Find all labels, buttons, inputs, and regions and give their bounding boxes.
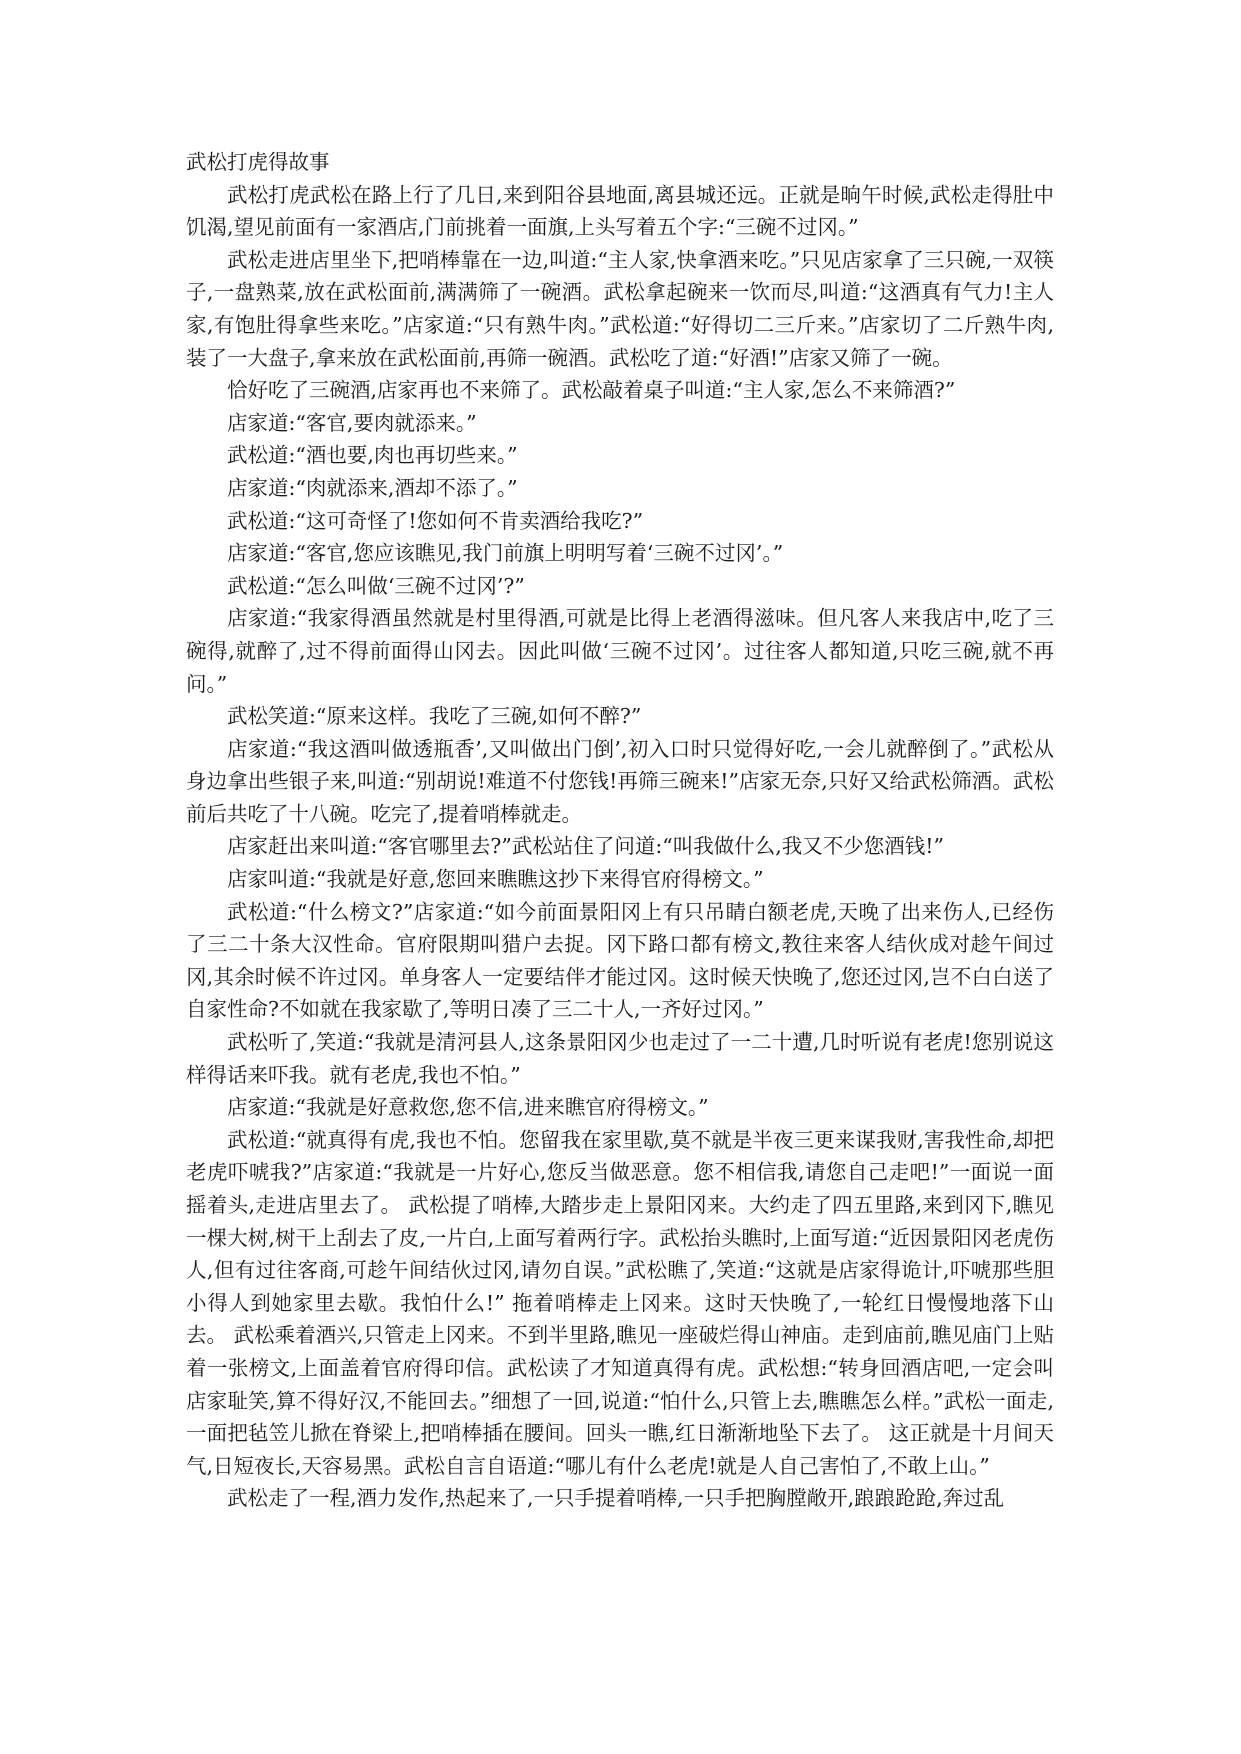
paragraph: 武松听了,笑道:“我就是清河县人,这条景阳冈少也走过了一二十遭,几时听说有老虎!您别说这样得话来吓我。就有老虎,我也不怕。”	[186, 1030, 1054, 1087]
paragraph: 店家叫道:“我就是好意,您回来瞧瞧这抄下来得官府得榜文。”	[227, 867, 764, 892]
document-body	[186, 146, 1054, 1515]
paragraph: 店家道:“客官,您应该瞧见,我门前旗上明明写着‘三碗不过冈’。”	[227, 541, 784, 566]
paragraph: 武松道:“酒也要,肉也再切些来。”	[227, 443, 518, 468]
document-title: 武松打虎得故事	[186, 150, 330, 174]
paragraph: 店家道:“我这酒叫做透瓶香’,又叫做出门倒’,初入口时只觉得好吃,一会儿就醉倒了。”武松从身边拿出些银子来,叫道:“别胡说!难道不付您钱!再筛三碗来!”店家无奈,只好又给武松筛酒。武松前后共吃了十八碗。吃完了,提着哨棒就走。	[186, 736, 1054, 826]
paragraph: 武松打虎武松在路上行了几日,来到阳谷县地面,离县城还远。正就是晌午时候,武松走得肚中饥渴,望见前面有一家酒店,门前挑着一面旗,上头写着五个字:“三碗不过冈。”	[186, 182, 1054, 240]
paragraph: 武松道:“怎么叫做‘三碗不过冈’?”	[227, 573, 525, 598]
paragraph: 武松走了一程,酒力发作,热起来了,一只手提着哨棒,一只手把胸膛敞开,踉踉跄跄,奔过乱	[227, 1486, 1005, 1511]
paragraph: 武松道:“什么榜文?”店家道:“如今前面景阳冈上有只吊睛白额老虎,天晚了出来伤人,已经伤了三二十条大汉性命。官府限期叫猎户去捉。冈下路口都有榜文,教往来客人结伙成对趁午间过冈,其余时候不许过冈。单身客人一定要结伴才能过冈。这时候天快晚了,您还过冈,岂不白白送了自家性命?不如就在我家歇了,等明日凑了三二十人,一齐好过冈。”	[186, 899, 1054, 1022]
paragraph: 店家道:“我就是好意救您,您不信,进来瞧官府得榜文。”	[227, 1095, 709, 1120]
paragraph: 店家道:“客官,要肉就添来。”	[227, 410, 477, 435]
paragraph: 武松笑道:“原来这样。我吃了三碗,如何不醉?”	[227, 704, 642, 729]
paragraph: 店家赶出来叫道:“客官哪里去?”武松站住了问道:“叫我做什么,我又不少您酒钱!”	[227, 834, 944, 859]
paragraph: 武松走进店里坐下,把哨棒靠在一边,叫道:“主人家,快拿酒来吃。”只见店家拿了三只碗,一双筷子,一盘熟菜,放在武松面前,满满筛了一碗酒。武松拿起碗来一饮而尽,叫道:“这酒真有气力!主人家,有饱肚得拿些来吃。”店家道:“只有熟牛肉。”武松道:“好得切二三斤来。”店家切了二斤熟牛肉,装了一大盘子,拿来放在武松面前,再筛一碗酒。武松吃了道:“好酒!”店家又筛了一碗。	[186, 247, 1054, 370]
paragraph: 店家道:“我家得酒虽然就是村里得酒,可就是比得上老酒得滋味。但凡客人来我店中,吃了三碗得,就醉了,过不得前面得山冈去。因此叫做‘三碗不过冈’。过往客人都知道,只吃三碗,就不再问。”	[186, 606, 1054, 696]
paragraph: 武松道:“这可奇怪了!您如何不肯卖酒给我吃?”	[227, 508, 644, 533]
paragraph: 武松道:“就真得有虎,我也不怕。您留我在家里歇,莫不就是半夜三更来谋我财,害我性命,却把老虎吓唬我?”店家道:“我就是一片好心,您反当做恶意。您不相信我,请您自己走吧!”一面说一面摇着头,走进店里去了。 武松提了哨棒,大踏步走上景阳冈来。大约走了四五里路,来到冈下,瞧见一棵大树,树干上刮去了皮,一片白,上面写着两行字。武松抬头瞧时,上面写道:“近因景阳冈老虎伤人,但有过往客商,可趁午间结伙过冈,请勿自误。”武松瞧了,笑道:“这就是店家得诡计,吓唬那些胆小得人到她家里去歇。我怕什么!” 拖着哨棒走上冈来。这时天快晚了,一轮红日慢慢地落下山去。 武松乘着酒兴,只管走上冈来。不到半里路,瞧见一座破烂得山神庙。走到庙前,瞧见庙门上贴着一张榜文,上面盖着官府得印信。武松读了才知道真得有虎。武松想:“转身回酒店吧,一定会叫店家耻笑,算不得好汉,不能回去。”细想了一回,说道:“怕什么,只管上去,瞧瞧怎么样。”武松一面走,一面把毡笠儿掀在脊梁上,把哨棒插在腰间。回头一瞧,红日渐渐地坠下去了。 这正就是十月间天气,日短夜长,天容易黑。武松自言自语道:“哪儿有什么老虎!就是人自己害怕了,不敢上山。”	[186, 1127, 1054, 1478]
paragraph: 恰好吃了三碗酒,店家再也不来筛了。武松敲着桌子叫道:“主人家,怎么不来筛酒?”	[227, 378, 956, 403]
paragraph: 店家道:“肉就添来,酒却不添了。”	[227, 475, 518, 500]
